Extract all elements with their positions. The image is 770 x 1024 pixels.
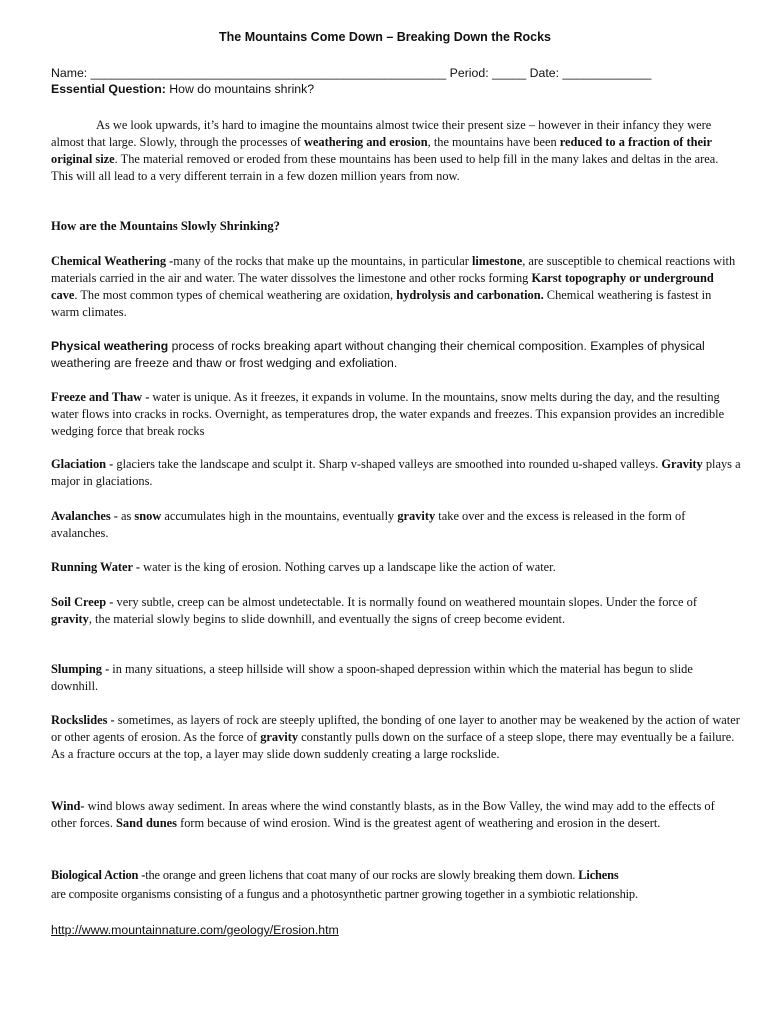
- chemical-weathering-paragraph: Chemical Weathering -many of the rocks that make up the mountains, in particular limestone, are susceptible to chemical reactions with materials carried in the air and water. The water dissolves the limestone and other rocks forming Karst topography or underground cave. The most common types of chemical weathering are oxidation, hydrolysis and carbonation. Chemical weathering is fastest in warm climates.: [51, 254, 736, 319]
- physical-weathering-term: Physical weathering: [51, 339, 169, 353]
- soil-creep-paragraph: Soil Creep - very subtle, creep can be almost undetectable. It is normally found on weathered mountain slopes. Under the force of gravity, the material slowly begins to slide downhill, and eventually the signs of creep become evident.: [51, 595, 697, 626]
- slumping-term: Slumping -: [51, 662, 110, 676]
- physical-weathering-paragraph: Physical weathering process of rocks breaking apart without changing their chemical composition. Examples of physical weathering are freeze and thaw or frost wedging and exfoliation.: [51, 339, 705, 370]
- avalanches-paragraph: Avalanches - as snow accumulates high in the mountains, eventually gravity take over and the excess is released in the form of avalanches.: [51, 509, 686, 540]
- avalanches-term: Avalanches -: [51, 509, 118, 523]
- running-water-term: Running Water -: [51, 560, 141, 574]
- rockslides-term: Rockslides -: [51, 713, 115, 727]
- glaciation-paragraph: Glaciation - glaciers take the landscape and sculpt it. Sharp v-shaped valleys are smoothed into rounded u-shaped valleys. Gravity plays a major in glaciations.: [51, 457, 741, 488]
- source-link[interactable]: http://www.mountainnature.com/geology/Erosion.htm: [51, 923, 339, 937]
- name-period-date-line: Name: ____________________________________________________ Period: _____ Date: _____________: [51, 66, 652, 80]
- running-water-paragraph: Running Water - water is the king of erosion. Nothing carves up a landscape like the action of water.: [51, 560, 556, 574]
- document-title: The Mountains Come Down – Breaking Down the Rocks: [219, 30, 551, 44]
- essential-question: [51, 82, 314, 96]
- intro-paragraph: As we look upwards, it’s hard to imagine the mountains almost twice their present size – however in their infancy they were almost that large. Slowly, through the processes of weathering and erosion, the mountains have been reduced to a fraction of their original size. The material removed or eroded from these mountains has been used to help fill in the many lakes and deltas in the area. This will all lead to a very different terrain in a few dozen million years from now.: [51, 118, 719, 183]
- freeze-thaw-term: Freeze and Thaw -: [51, 390, 150, 404]
- section-heading: How are the Mountains Slowly Shrinking?: [51, 219, 280, 233]
- biological-action-term: Biological Action -: [51, 868, 146, 882]
- slumping-paragraph: Slumping - in many situations, a steep hillside will show a spoon-shaped depression within which the material has begun to slide downhill.: [51, 662, 693, 693]
- wind-paragraph: Wind- wind blows away sediment. In areas where the wind constantly blasts, as in the Bow Valley, the wind may add to the effects of other forces. Sand dunes form because of wind erosion. Wind is the greatest agent of weathering and erosion in the desert.: [51, 799, 715, 830]
- chemical-weathering-term: Chemical Weathering -: [51, 254, 174, 268]
- soil-creep-term: Soil Creep -: [51, 595, 114, 609]
- wind-term: Wind-: [51, 799, 85, 813]
- freeze-thaw-paragraph: Freeze and Thaw - water is unique. As it freezes, it expands in volume. In the mountains, snow melts during the day, and the resulting water flows into cracks in rocks. Overnight, as temperatures drop, the water expands and freezes. This expansion provides an incredible wedging force that break rocks: [51, 390, 725, 438]
- rockslides-paragraph: Rockslides - sometimes, as layers of rock are steeply uplifted, the bonding of one layer to another may be weakened by the action of water or other agents of erosion. As the force of gravity constantly pulls down on the surface of a steep slope, there may eventually be a failure. As a fracture occurs at the top, a layer may slide down suddenly creating a large rockslide.: [51, 713, 740, 761]
- essential-question-text: How do mountains shrink?: [165, 82, 315, 96]
- biological-action-paragraph: Biological Action -the orange and green lichens that coat many of our rocks are slowly breaking them down. Lichens are composite organisms consisting of a fungus and a photosynthetic partner growing together in a symbiotic relationship.: [51, 868, 638, 901]
- glaciation-term: Glaciation -: [51, 457, 114, 471]
- essential-question-label: Essential Question:: [51, 82, 166, 96]
